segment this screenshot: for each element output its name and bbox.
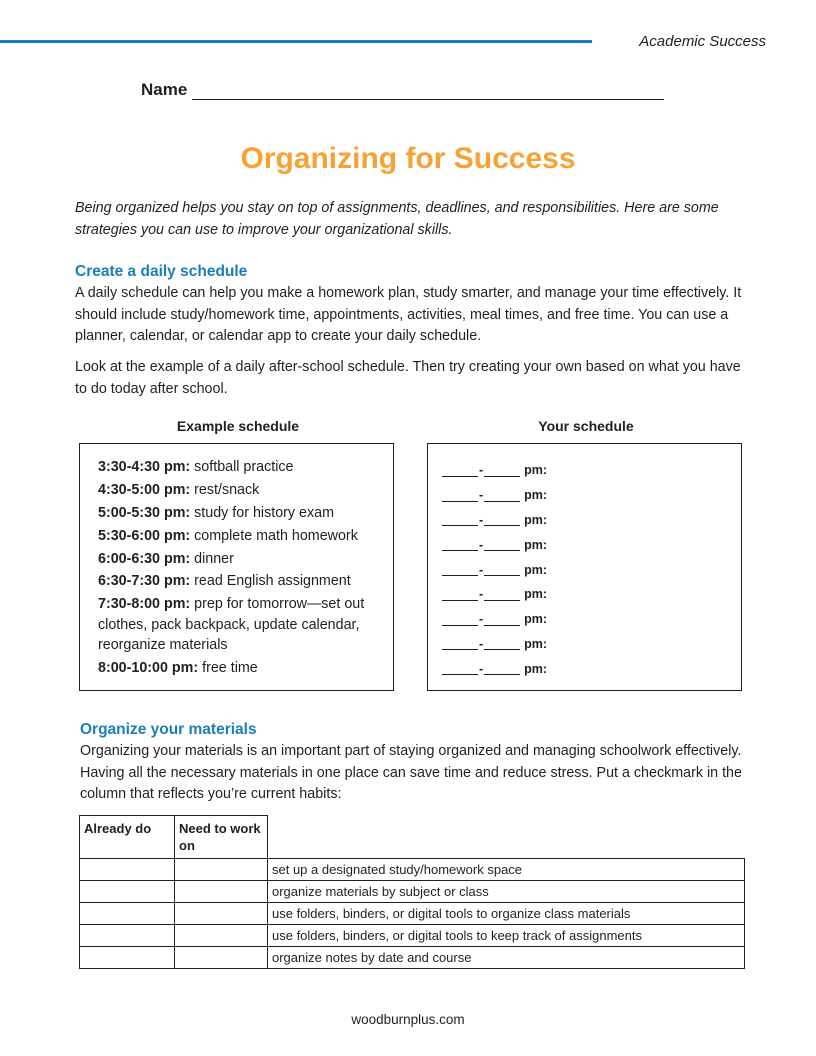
habit-label: use folders, binders, or digital tools to keep track of assignments [268,925,745,947]
schedule-time: 7:30-8:00 pm: [98,596,191,613]
your-schedule-slot[interactable] [442,508,547,533]
footer-url: woodburnplus.com [351,1012,465,1027]
dash: - [479,587,484,602]
schedule-time: 5:00-5:30 pm: [98,504,191,521]
schedule-activity: softball practice [194,459,294,475]
end-time-blank[interactable] [484,563,520,576]
schedule-time: 3:30-4:30 pm: [98,459,191,475]
habits-table-header [80,816,745,859]
start-time-blank[interactable] [442,637,478,650]
example-schedule-item [98,457,390,478]
table-row [80,947,745,969]
name-field [141,80,664,100]
pm-label: pm: [524,488,548,503]
start-time-blank[interactable] [442,662,478,675]
example-schedule-heading: Example schedule [176,418,300,434]
your-schedule-list [442,458,547,681]
schedule-time: 8:00-10:00 pm: [98,660,199,677]
start-time-blank[interactable] [442,613,478,626]
table-row [80,903,745,925]
habit-label: organize materials by subject or class [268,881,745,903]
dash: - [479,537,484,552]
column-header-already-do: Already do [80,816,175,859]
schedule-time: 6:30-7:30 pm: [98,573,191,590]
start-time-blank[interactable] [442,538,478,551]
end-time-blank[interactable] [484,588,520,601]
need-to-work-on-checkbox-cell[interactable] [175,903,268,925]
intro-text: Being organized helps you stay on top of assignments, deadlines, and responsibilities. Here are some strategies you can use to improve your organizational skills. [75,200,719,238]
dash: - [479,488,484,503]
schedule-time: 5:30-6:00 pm: [98,527,191,544]
schedule-time: 4:30-5:00 pm: [98,481,191,498]
example-schedule-item [98,503,390,524]
dash: - [479,636,484,651]
start-time-blank[interactable] [442,588,478,601]
need-to-work-on-checkbox-cell[interactable] [175,859,268,881]
name-label: Name [141,80,188,99]
dash: - [479,612,484,627]
pm-label: pm: [524,537,548,552]
example-schedule-item [98,594,390,656]
pm-label: pm: [524,512,548,527]
need-to-work-on-checkbox-cell[interactable] [175,881,268,903]
section-heading-materials: Organize your materials [80,721,257,738]
end-time-blank[interactable] [484,464,520,477]
habit-label: use folders, binders, or digital tools to organize class materials [268,903,745,925]
your-schedule-slot[interactable] [442,656,547,681]
end-time-blank[interactable] [484,538,520,551]
end-time-blank[interactable] [484,613,520,626]
your-schedule-heading: Your schedule [538,418,634,434]
pm-label: pm: [524,661,548,676]
schedule-activity: rest/snack [194,481,260,498]
your-schedule-slot[interactable] [442,632,547,657]
schedule-activity: dinner [194,550,234,567]
already-do-checkbox-cell[interactable] [80,903,175,925]
example-schedule-item [98,571,390,592]
already-do-checkbox-cell[interactable] [80,947,175,969]
dash: - [479,463,484,478]
daily-schedule-paragraph: A daily schedule can help you make a homework plan, study smarter, and manage your time effectively. It should include study/homework time, appointments, activities, meal times, and free time. You can use a planner, calendar, or calendar app to create your daily schedule. [75,285,742,344]
schedule-activity: prep for tomorrow—set out clothes, pack backpack, update calendar, reorganize materials [98,596,365,654]
schedule-activity: free time [202,660,258,677]
need-to-work-on-checkbox-cell[interactable] [175,925,268,947]
start-time-blank[interactable] [442,563,478,576]
pm-label: pm: [524,636,548,651]
table-row [80,881,745,903]
example-schedule-item [98,526,390,547]
materials-paragraph: Organizing your materials is an important part of staying organized and managing schoolwork effectively. Having all the necessary materials in one place can save time and reduce stress. Put a checkmark in the column that reflects you’re current habits: [80,743,742,802]
your-schedule-slot[interactable] [442,607,547,632]
pm-label: pm: [524,587,548,602]
start-time-blank[interactable] [442,513,478,526]
habit-label: organize notes by date and course [268,947,745,969]
example-schedule-item [98,480,390,501]
start-time-blank[interactable] [442,489,478,502]
end-time-blank[interactable] [484,662,520,675]
your-schedule-slot[interactable] [442,483,547,508]
section-heading-daily-schedule: Create a daily schedule [75,263,248,280]
table-row [80,925,745,947]
your-schedule-slot[interactable] [442,532,547,557]
header-label: Academic Success [639,33,766,50]
dash: - [479,562,484,577]
schedule-time: 6:00-6:30 pm: [98,550,191,567]
your-schedule-slot[interactable] [442,557,547,582]
pm-label: pm: [524,463,548,478]
dash: - [479,661,484,676]
habits-table [79,815,745,969]
end-time-blank[interactable] [484,637,520,650]
table-row [80,859,745,881]
example-schedule-item [98,658,390,679]
page-title: Organizing for Success [240,142,576,175]
need-to-work-on-checkbox-cell[interactable] [175,947,268,969]
schedule-activity: study for history exam [194,504,334,521]
already-do-checkbox-cell[interactable] [80,925,175,947]
example-schedule-list [98,457,390,681]
header-rule [0,40,592,43]
pm-label: pm: [524,562,548,577]
already-do-checkbox-cell[interactable] [80,859,175,881]
example-schedule-item [98,549,390,570]
end-time-blank[interactable] [484,489,520,502]
start-time-blank[interactable] [442,464,478,477]
schedule-activity: complete math homework [194,527,358,544]
your-schedule-slot[interactable] [442,582,547,607]
schedule-activity: read English assignment [194,573,351,590]
habit-label: set up a designated study/homework space [268,859,745,881]
name-line[interactable] [192,82,664,100]
daily-schedule-instructions: Look at the example of a daily after-school schedule. Then try creating your own based on what you have to do today after school. [75,359,741,397]
pm-label: pm: [524,612,548,627]
already-do-checkbox-cell[interactable] [80,881,175,903]
column-header-need-to-work-on: Need to work on [175,816,268,859]
end-time-blank[interactable] [484,513,520,526]
dash: - [479,512,484,527]
column-header-blank [268,816,745,859]
your-schedule-slot[interactable] [442,458,547,483]
